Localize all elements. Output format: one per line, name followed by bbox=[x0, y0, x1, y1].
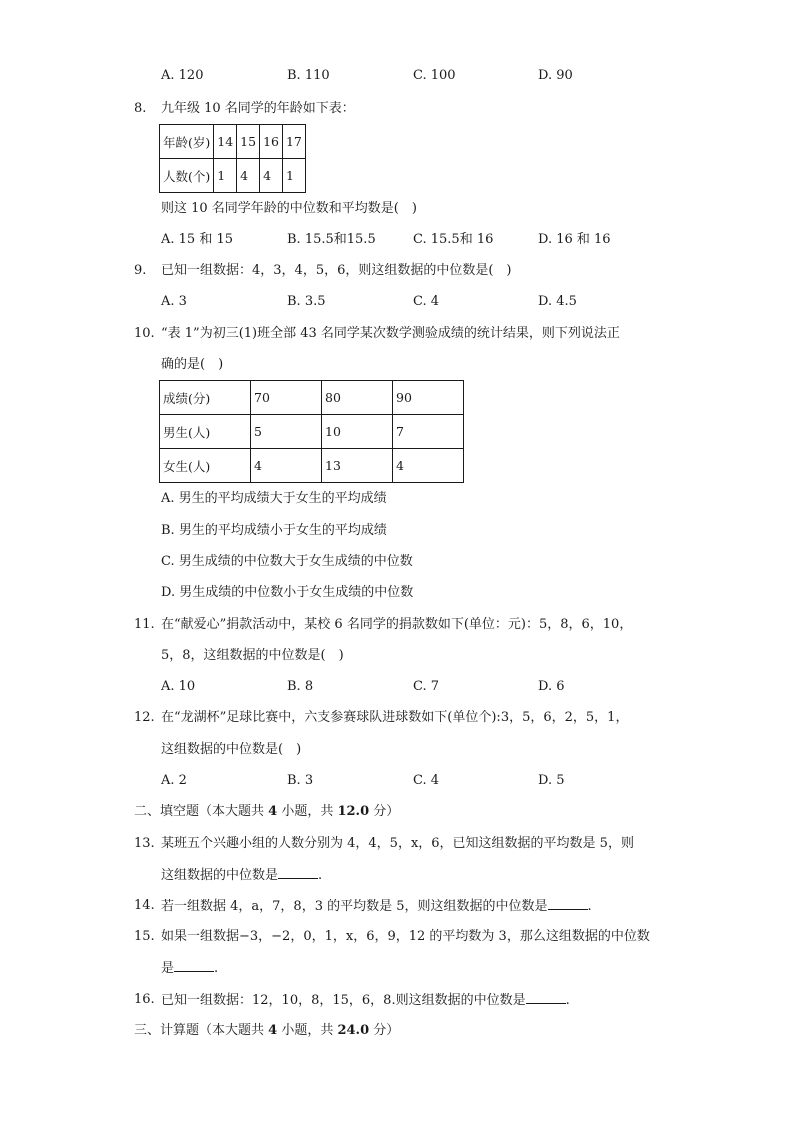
q10-score-table bbox=[159, 380, 464, 483]
section-3-heading bbox=[134, 1022, 399, 1040]
q11-option-c: C. 7 bbox=[413, 679, 440, 694]
q10-cell: 4 bbox=[251, 449, 322, 483]
q8-row-cell: 1 bbox=[214, 159, 237, 193]
q10-cell: 7 bbox=[393, 415, 464, 449]
q9-number: 9. bbox=[134, 263, 147, 278]
q10-cell: 80 bbox=[322, 381, 393, 415]
q13-line2-pre: 这组数据的中位数是 bbox=[161, 868, 279, 883]
q13-line2 bbox=[161, 866, 322, 885]
q8-header-cell: 14 bbox=[214, 125, 237, 159]
q10-cell: 13 bbox=[322, 449, 393, 483]
section-2-suffix: 分） bbox=[369, 804, 400, 819]
q12-number: 12. bbox=[134, 710, 155, 725]
q10-cell: 5 bbox=[251, 415, 322, 449]
q8-stem: 九年级 10 名同学的年龄如下表： bbox=[161, 101, 355, 116]
q10-cell: 男生(人) bbox=[160, 415, 251, 449]
q10-stem-line1: “表 1”为初三(1)班全部 43 名同学某次数学测验成绩的统计结果，则下列说法正 bbox=[161, 326, 620, 341]
q8-row-cell: 4 bbox=[260, 159, 283, 193]
q11-option-d: D. 6 bbox=[538, 679, 565, 694]
q14-pre: 若一组数据 4，a，7，8，3 的平均数是 5，则这组数据的中位数是 bbox=[161, 899, 548, 914]
q12-option-d: D. 5 bbox=[538, 773, 565, 788]
q13-number: 13. bbox=[134, 836, 155, 851]
top-option-d: D. 90 bbox=[538, 68, 573, 83]
q10-option-c: C. 男生成绩的中位数大于女生成绩的中位数 bbox=[161, 554, 413, 569]
q15-number: 15. bbox=[134, 929, 155, 944]
q11-number: 11. bbox=[134, 617, 155, 632]
q15-line2-post: . bbox=[214, 961, 219, 976]
section-3-prefix: 三、计算题（本大题共 bbox=[134, 1023, 269, 1038]
q16-line bbox=[161, 991, 570, 1010]
q8-row-cell: 人数(个) bbox=[160, 159, 214, 193]
q10-stem-line2: 确的是( ) bbox=[161, 357, 224, 372]
q14-number: 14. bbox=[134, 898, 155, 913]
q8-option-b: B. 15.5和15.5 bbox=[287, 232, 376, 247]
q15-line2 bbox=[161, 959, 218, 978]
answer-blank[interactable] bbox=[278, 866, 318, 879]
q8-header-cell: 年龄(岁) bbox=[160, 125, 214, 159]
section-3-suffix: 分） bbox=[369, 1023, 400, 1038]
answer-blank[interactable] bbox=[174, 959, 214, 972]
q12-option-c: C. 4 bbox=[413, 773, 440, 788]
q10-cell: 4 bbox=[393, 449, 464, 483]
q9-option-d: D. 4.5 bbox=[538, 294, 577, 309]
q8-row-cell: 1 bbox=[282, 159, 305, 193]
q10-number: 10. bbox=[134, 326, 155, 341]
q11-option-b: B. 8 bbox=[287, 679, 314, 694]
q10-cell: 成绩(分) bbox=[160, 381, 251, 415]
q10-cell: 10 bbox=[322, 415, 393, 449]
q9-option-c: C. 4 bbox=[413, 294, 440, 309]
q11-stem-line1: 在“献爱心”捐款活动中，某校 6 名同学的捐款数如下(单位：元)：5，8，6，10， bbox=[161, 617, 633, 632]
answer-blank[interactable] bbox=[526, 991, 566, 1004]
q10-option-d: D. 男生成绩的中位数小于女生成绩的中位数 bbox=[161, 585, 414, 600]
section-2-heading bbox=[134, 803, 399, 821]
q14-line bbox=[161, 897, 592, 916]
q8-row-cell: 4 bbox=[237, 159, 260, 193]
q8-header-cell: 17 bbox=[282, 125, 305, 159]
q8-header-cell: 15 bbox=[237, 125, 260, 159]
section-2-mid: 小题，共 bbox=[277, 804, 338, 819]
q10-cell: 女生(人) bbox=[160, 449, 251, 483]
q8-age-table bbox=[159, 124, 306, 193]
section-2-count: 4 bbox=[268, 804, 278, 819]
q9-option-a: A. 3 bbox=[161, 294, 187, 309]
q10-cell: 70 bbox=[251, 381, 322, 415]
q8-header-cell: 16 bbox=[260, 125, 283, 159]
q11-stem-line2: 5，8，这组数据的中位数是( ) bbox=[161, 648, 344, 663]
q8-option-a: A. 15 和 15 bbox=[161, 232, 234, 247]
answer-blank[interactable] bbox=[548, 897, 588, 910]
q8-option-c: C. 15.5和 16 bbox=[413, 232, 494, 247]
q13-line1: 某班五个兴趣小组的人数分别为 4，4，5，x，6，已知这组数据的平均数是 5，则 bbox=[161, 836, 634, 851]
q9-option-b: B. 3.5 bbox=[287, 294, 326, 309]
q12-stem-line1: 在“龙湖杯”足球比赛中，六支参赛球队进球数如下(单位个):3，5，6，2，5，1， bbox=[161, 710, 629, 725]
q12-option-b: B. 3 bbox=[287, 773, 314, 788]
top-option-c: C. 100 bbox=[413, 68, 456, 83]
q8-follow: 则这 10 名同学年龄的中位数和平均数是( ) bbox=[161, 201, 417, 216]
top-option-b: B. 110 bbox=[287, 68, 330, 83]
q16-post: . bbox=[565, 993, 570, 1008]
q10-cell: 90 bbox=[393, 381, 464, 415]
section-2-score: 12.0 bbox=[337, 804, 370, 819]
q13-line2-post: . bbox=[318, 868, 323, 883]
q14-post: . bbox=[587, 899, 592, 914]
q8-option-d: D. 16 和 16 bbox=[538, 232, 611, 247]
q8-number: 8. bbox=[134, 101, 147, 116]
section-2-prefix: 二、填空题（本大题共 bbox=[134, 804, 269, 819]
q12-option-a: A. 2 bbox=[161, 773, 187, 788]
q10-option-a: A. 男生的平均成绩大于女生的平均成绩 bbox=[161, 491, 387, 506]
q16-number: 16. bbox=[134, 992, 155, 1007]
q15-line1: 如果一组数据−3，−2，0，1，x，6，9，12 的平均数为 3，那么这组数据的中位数 bbox=[161, 929, 650, 944]
top-option-a: A. 120 bbox=[161, 68, 204, 83]
q9-stem: 已知一组数据：4，3，4，5，6，则这组数据的中位数是( ) bbox=[161, 263, 512, 278]
q11-option-a: A. 10 bbox=[161, 679, 196, 694]
section-3-score: 24.0 bbox=[337, 1023, 370, 1038]
section-3-count: 4 bbox=[268, 1023, 278, 1038]
q10-option-b: B. 男生的平均成绩小于女生的平均成绩 bbox=[161, 523, 387, 538]
q15-line2-pre: 是 bbox=[161, 961, 175, 976]
section-3-mid: 小题，共 bbox=[277, 1023, 338, 1038]
q12-stem-line2: 这组数据的中位数是( ) bbox=[161, 742, 302, 757]
q16-pre: 已知一组数据：12，10，8，15，6，8.则这组数据的中位数是 bbox=[161, 993, 526, 1008]
